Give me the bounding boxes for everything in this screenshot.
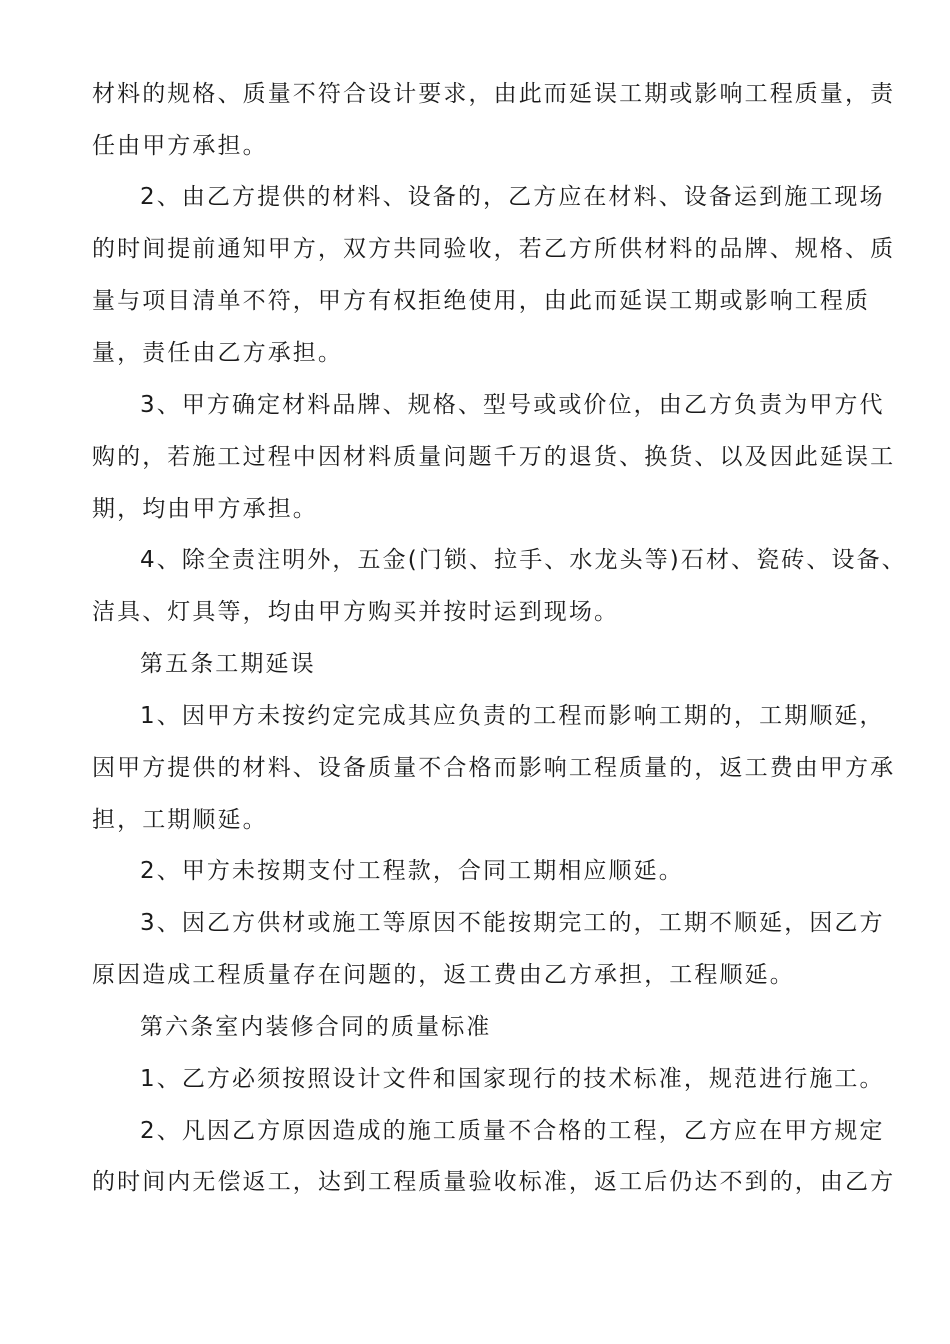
paragraph-start-line: 2、由乙方提供的材料、设备的，乙方应在材料、设备运到施工现场 (140, 184, 885, 210)
text-line: 担，工期顺延。 (92, 807, 268, 833)
text-line: 任由甲方承担。 (92, 133, 268, 159)
section-heading: 第六条室内装修合同的质量标准 (140, 1014, 492, 1040)
paragraph-start-line: 2、甲方未按期支付工程款，合同工期相应顺延。 (140, 858, 684, 884)
text-line: 的时间提前通知甲方，双方共同验收，若乙方所供材料的品牌、规格、质 (92, 236, 896, 262)
text-line: 购的，若施工过程中因材料质量问题千万的退货、换货、以及因此延误工 (92, 444, 896, 470)
section-heading: 第五条工期延误 (140, 651, 316, 677)
paragraph-start-line: 3、甲方确定材料品牌、规格、型号或或价位，由乙方负责为甲方代 (140, 392, 885, 418)
paragraph-start-line: 3、因乙方供材或施工等原因不能按期完工的，工期不顺延，因乙方 (140, 910, 885, 936)
paragraph-start-line: 4、除全责注明外，五金(门锁、拉手、水龙头等)石材、瓷砖、设备、 (140, 547, 907, 573)
text-line: 原因造成工程质量存在问题的，返工费由乙方承担，工程顺延。 (92, 962, 795, 988)
text-line: 期，均由甲方承担。 (92, 496, 318, 522)
paragraph-start-line: 1、乙方必须按照设计文件和国家现行的技术标准，规范进行施工。 (140, 1066, 885, 1092)
text-line: 因甲方提供的材料、设备质量不合格而影响工程质量的，返工费由甲方承 (92, 755, 896, 781)
text-line: 洁具、灯具等，均由甲方购买并按时运到现场。 (92, 599, 620, 625)
paragraph-start-line: 1、因甲方未按约定完成其应负责的工程而影响工期的，工期顺延， (140, 703, 885, 729)
paragraph-start-line: 2、凡因乙方原因造成的施工质量不合格的工程，乙方应在甲方规定 (140, 1118, 885, 1144)
text-line: 量，责任由乙方承担。 (92, 340, 343, 366)
text-line: 量与项目清单不符，甲方有权拒绝使用，由此而延误工期或影响工程质 (92, 288, 871, 314)
text-line: 材料的规格、质量不符合设计要求，由此而延误工期或影响工程质量，责 (92, 81, 896, 107)
text-line: 的时间内无偿返工，达到工程质量验收标准，返工后仍达不到的，由乙方 (92, 1169, 896, 1195)
